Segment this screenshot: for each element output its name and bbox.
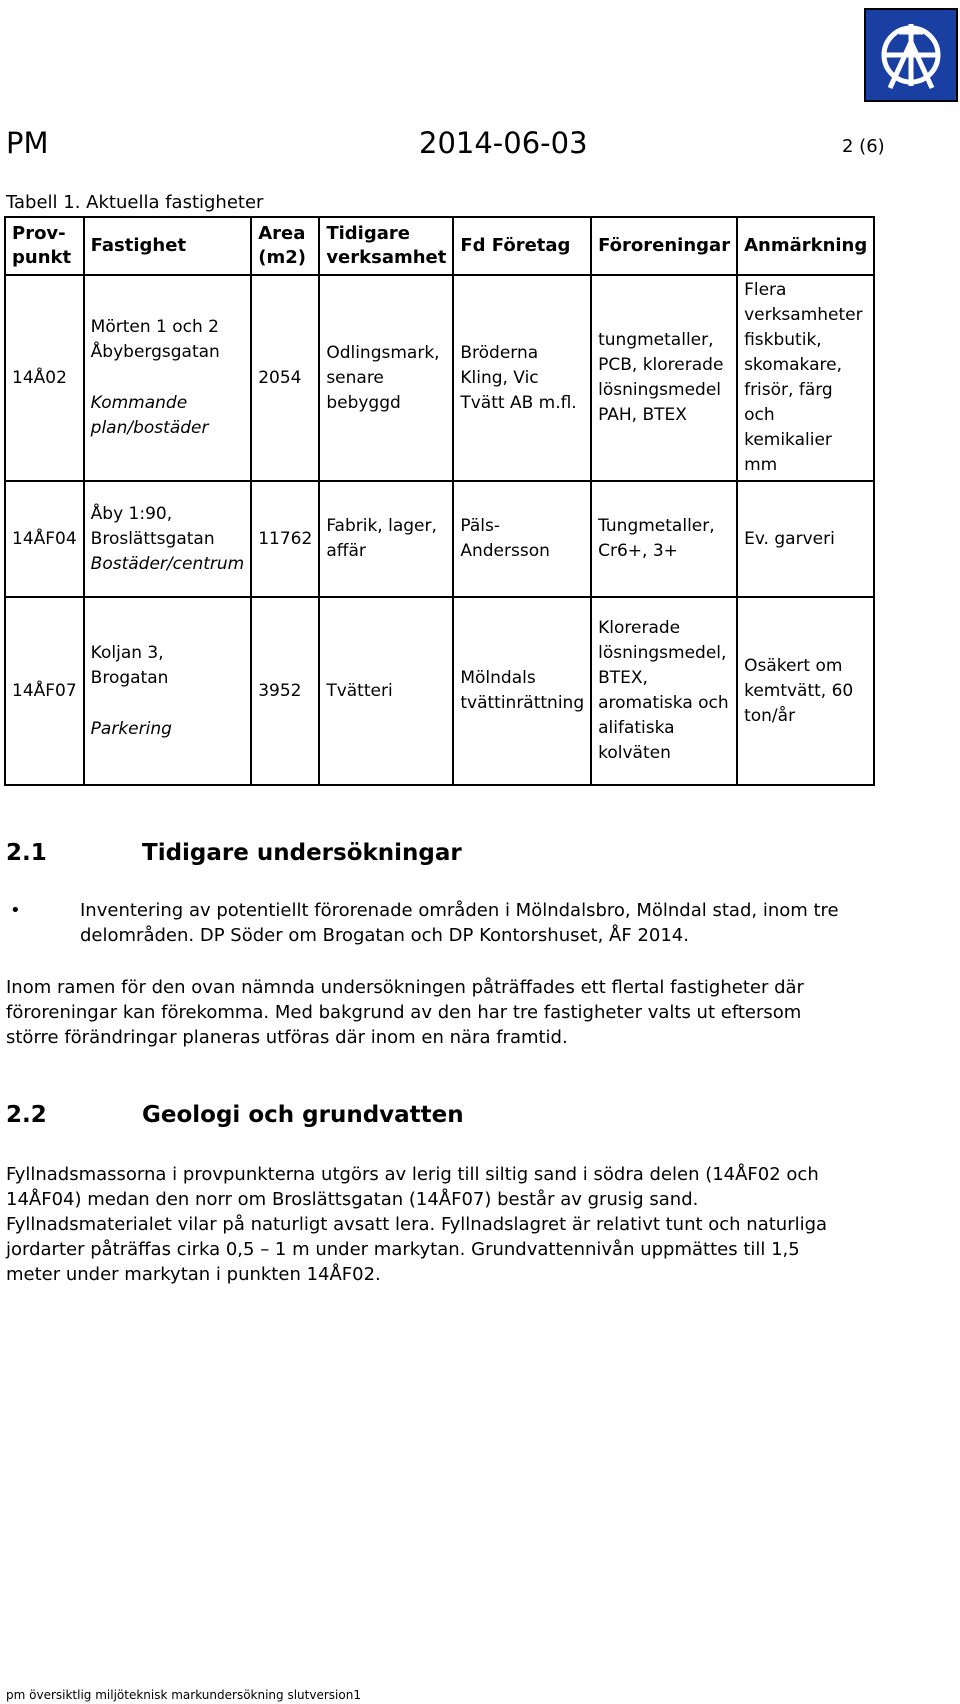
fastighet-name: Åby 1:90, Broslättsgatan [90,503,215,549]
cell-fd-foretag: Bröderna Kling, Vic Tvätt AB m.fl. [453,275,591,481]
cell-fastighet [84,481,252,597]
page-number: 2 (6) [842,136,885,157]
section-title: Tidigare undersökningar [142,840,462,866]
table-row [5,481,874,597]
cell-anmarkning: Flera verksamheter fiskbutik, skomakare, frisör, färg och kemikalier mm [737,275,874,481]
header-provpunkt: Prov-punkt [5,217,84,275]
cell-provpunkt: 14Å02 [5,275,84,481]
properties-table [4,216,875,786]
cell-anmarkning: Osäkert om kemtvätt, 60 ton/år [737,597,874,785]
table-caption: Tabell 1. Aktuella fastigheter [6,192,264,213]
cell-tidigare: Fabrik, lager, affär [319,481,453,597]
cell-tidigare: Tvätteri [319,597,453,785]
section-number: 2.1 [6,840,47,866]
fastighet-note: Bostäder/centrum [90,553,245,574]
section2-paragraph: Fyllnadsmassorna i provpunkterna utgörs av lerig till siltig sand i södra delen (14ÅF02 och 14ÅF04) medan den norr om Broslättsgatan (14ÅF07) består av grusig sand. Fyllnadsmaterialet vilar på naturligt avsatt lera. Fyllnadslagret är relativt tunt och naturliga jordarter påträffas cirka 0,5 – 1 m under markytan. Grundvattennivån uppmättes till 1,5 meter under markytan i punkten 14ÅF02. [6,1164,828,1285]
header-fastighet: Fastighet [84,217,252,275]
cell-area: 2054 [251,275,319,481]
cell-anmarkning: Ev. garveri [737,481,874,597]
document-date: 2014-06-03 [419,126,588,160]
section-heading-2-2 [6,1102,464,1128]
cell-tidigare: Odlingsmark, senare bebyggd [319,275,453,481]
fastighet-name: Mörten 1 och 2 Åbybergsgatan [90,317,220,362]
cell-fd-foretag: Mölndals tvättinrättning [453,597,591,785]
cell-fororeningar: tungmetaller, PCB, klorerade lösningsmedel PAH, BTEX [591,275,737,481]
section-heading-2-1 [6,840,462,866]
header-area: Area (m2) [251,217,319,275]
cell-fd-foretag: Päls-Andersson [453,481,591,597]
footer-text: pm översiktlig miljöteknisk markundersökning slutversion1 [6,1688,361,1702]
section1-paragraph: Inom ramen för den ovan nämnda undersökningen påträffades ett flertal fastigheter där föroreningar kan förekomma. Med bakgrund av den har tre fastigheter valts ut eftersom större förändringar planeras utföras där inom en nära framtid. [6,977,804,1048]
af-logo-icon [864,8,958,102]
section-title: Geologi och grundvatten [142,1102,464,1128]
table-row [5,597,874,785]
cell-provpunkt: 14ÅF04 [5,481,84,597]
cell-area: 11762 [251,481,319,597]
cell-fororeningar: Tungmetaller, Cr6+, 3+ [591,481,737,597]
fastighet-note: Kommande plan/bostäder [90,393,209,438]
header-fororeningar: Föroreningar [591,217,737,275]
header-tidigare: Tidigare verksamhet [319,217,453,275]
fastighet-name: Koljan 3, Brogatan [90,642,169,688]
bullet-item: Inventering av potentiellt förorenade områden i Mölndalsbro, Mölndal stad, inom tre delområden. DP Söder om Brogatan och DP Kontorshuset, ÅF 2014. [80,900,839,946]
cell-fastighet [84,597,252,785]
header-fd-foretag: Fd Företag [453,217,591,275]
document-header [0,126,960,166]
header-anmarkning: Anmärkning [737,217,874,275]
pm-label: PM [6,126,49,160]
cell-fororeningar: Klorerade lösningsmedel, BTEX, aromatiska och alifatiska kolväten [591,597,737,785]
table-row [5,275,874,481]
cell-area: 3952 [251,597,319,785]
cell-fastighet [84,275,252,481]
table-header-row [5,217,874,275]
cell-provpunkt: 14ÅF07 [5,597,84,785]
bullet-icon: • [10,900,21,921]
section-number: 2.2 [6,1102,47,1128]
fastighet-note: Parkering [90,718,172,739]
